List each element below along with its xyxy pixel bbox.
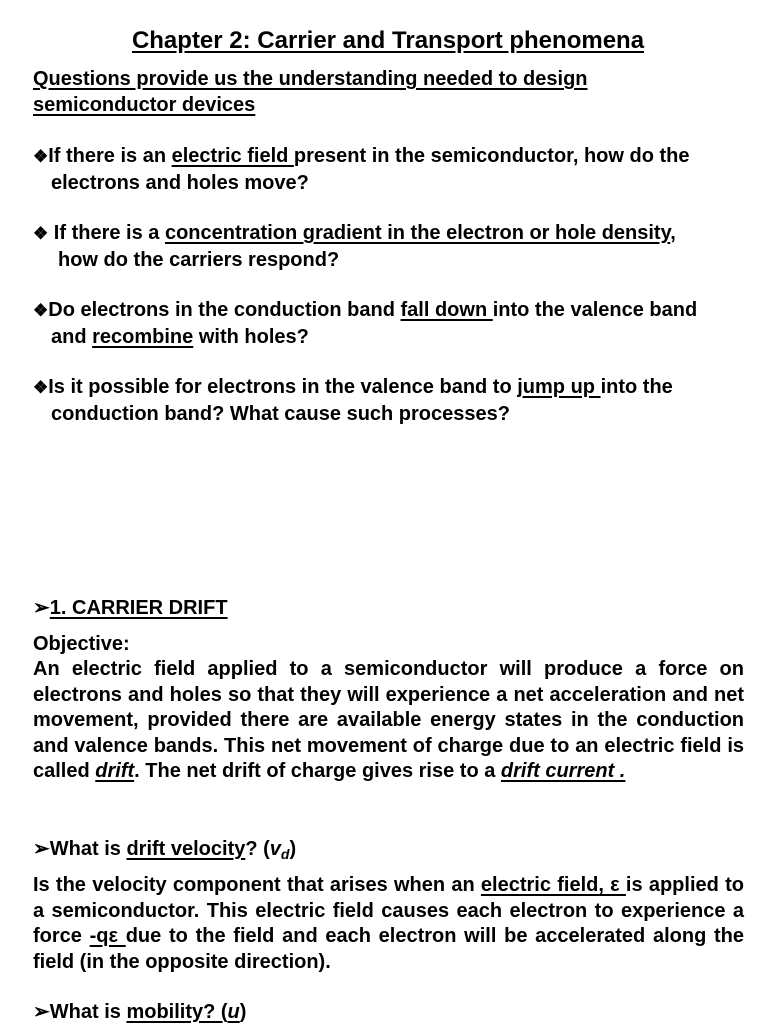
arrow-bullet-icon: ➢: [33, 1001, 50, 1023]
question-3: ❖Do electrons in the conduction band fall down into the valence band and recombine with holes?: [33, 299, 698, 348]
mobility-question: ➢What is mobility? (u): [33, 1001, 247, 1023]
diamond-bullet-icon: ❖: [33, 224, 49, 243]
question-2: ❖ If there is a concentration gradient in the electron or hole density, how do the carriers respond?: [33, 222, 676, 271]
drift-velocity-answer: Is the velocity component that arises when an electric field, ε is applied to a semiconductor. This electric field causes each electron to experience a force -qε due to the field and each electron will be accelerated along the field (in the opposite direction).: [33, 874, 745, 973]
question-1: ❖If there is an electric field present in the semiconductor, how do the electrons and holes move?: [33, 145, 690, 194]
arrow-bullet-icon: ➢: [33, 597, 50, 619]
diamond-bullet-icon: ❖: [33, 378, 49, 397]
objective-label: Objective:: [33, 633, 130, 655]
drift-velocity-question: ➢What is drift velocity? $(v_d)$: [33, 838, 297, 862]
objective-paragraph: An electric field applied to a semiconductor will produce a force on electrons and holes so that they will experience a net acceleration and net movement, provided there are available energy states in the conduction and valence bands. This net movement of charge due to an electric field is called drift. The net drift of charge gives rise to a drift current .: [33, 658, 744, 782]
section-heading-carrier-drift: ➢1. CARRIER DRIFT: [33, 597, 228, 619]
intro-heading: Questions provide us the understanding needed to design semiconductor devices: [33, 68, 588, 116]
diamond-bullet-icon: ❖: [33, 301, 49, 320]
question-4: ❖Is it possible for electrons in the valence band to jump up into the conduction band? What cause such processes?: [33, 376, 673, 425]
arrow-bullet-icon: ➢: [33, 838, 50, 860]
page-title: Chapter 2: Carrier and Transport phenomena: [131, 27, 645, 54]
diamond-bullet-icon: ❖: [33, 147, 49, 166]
